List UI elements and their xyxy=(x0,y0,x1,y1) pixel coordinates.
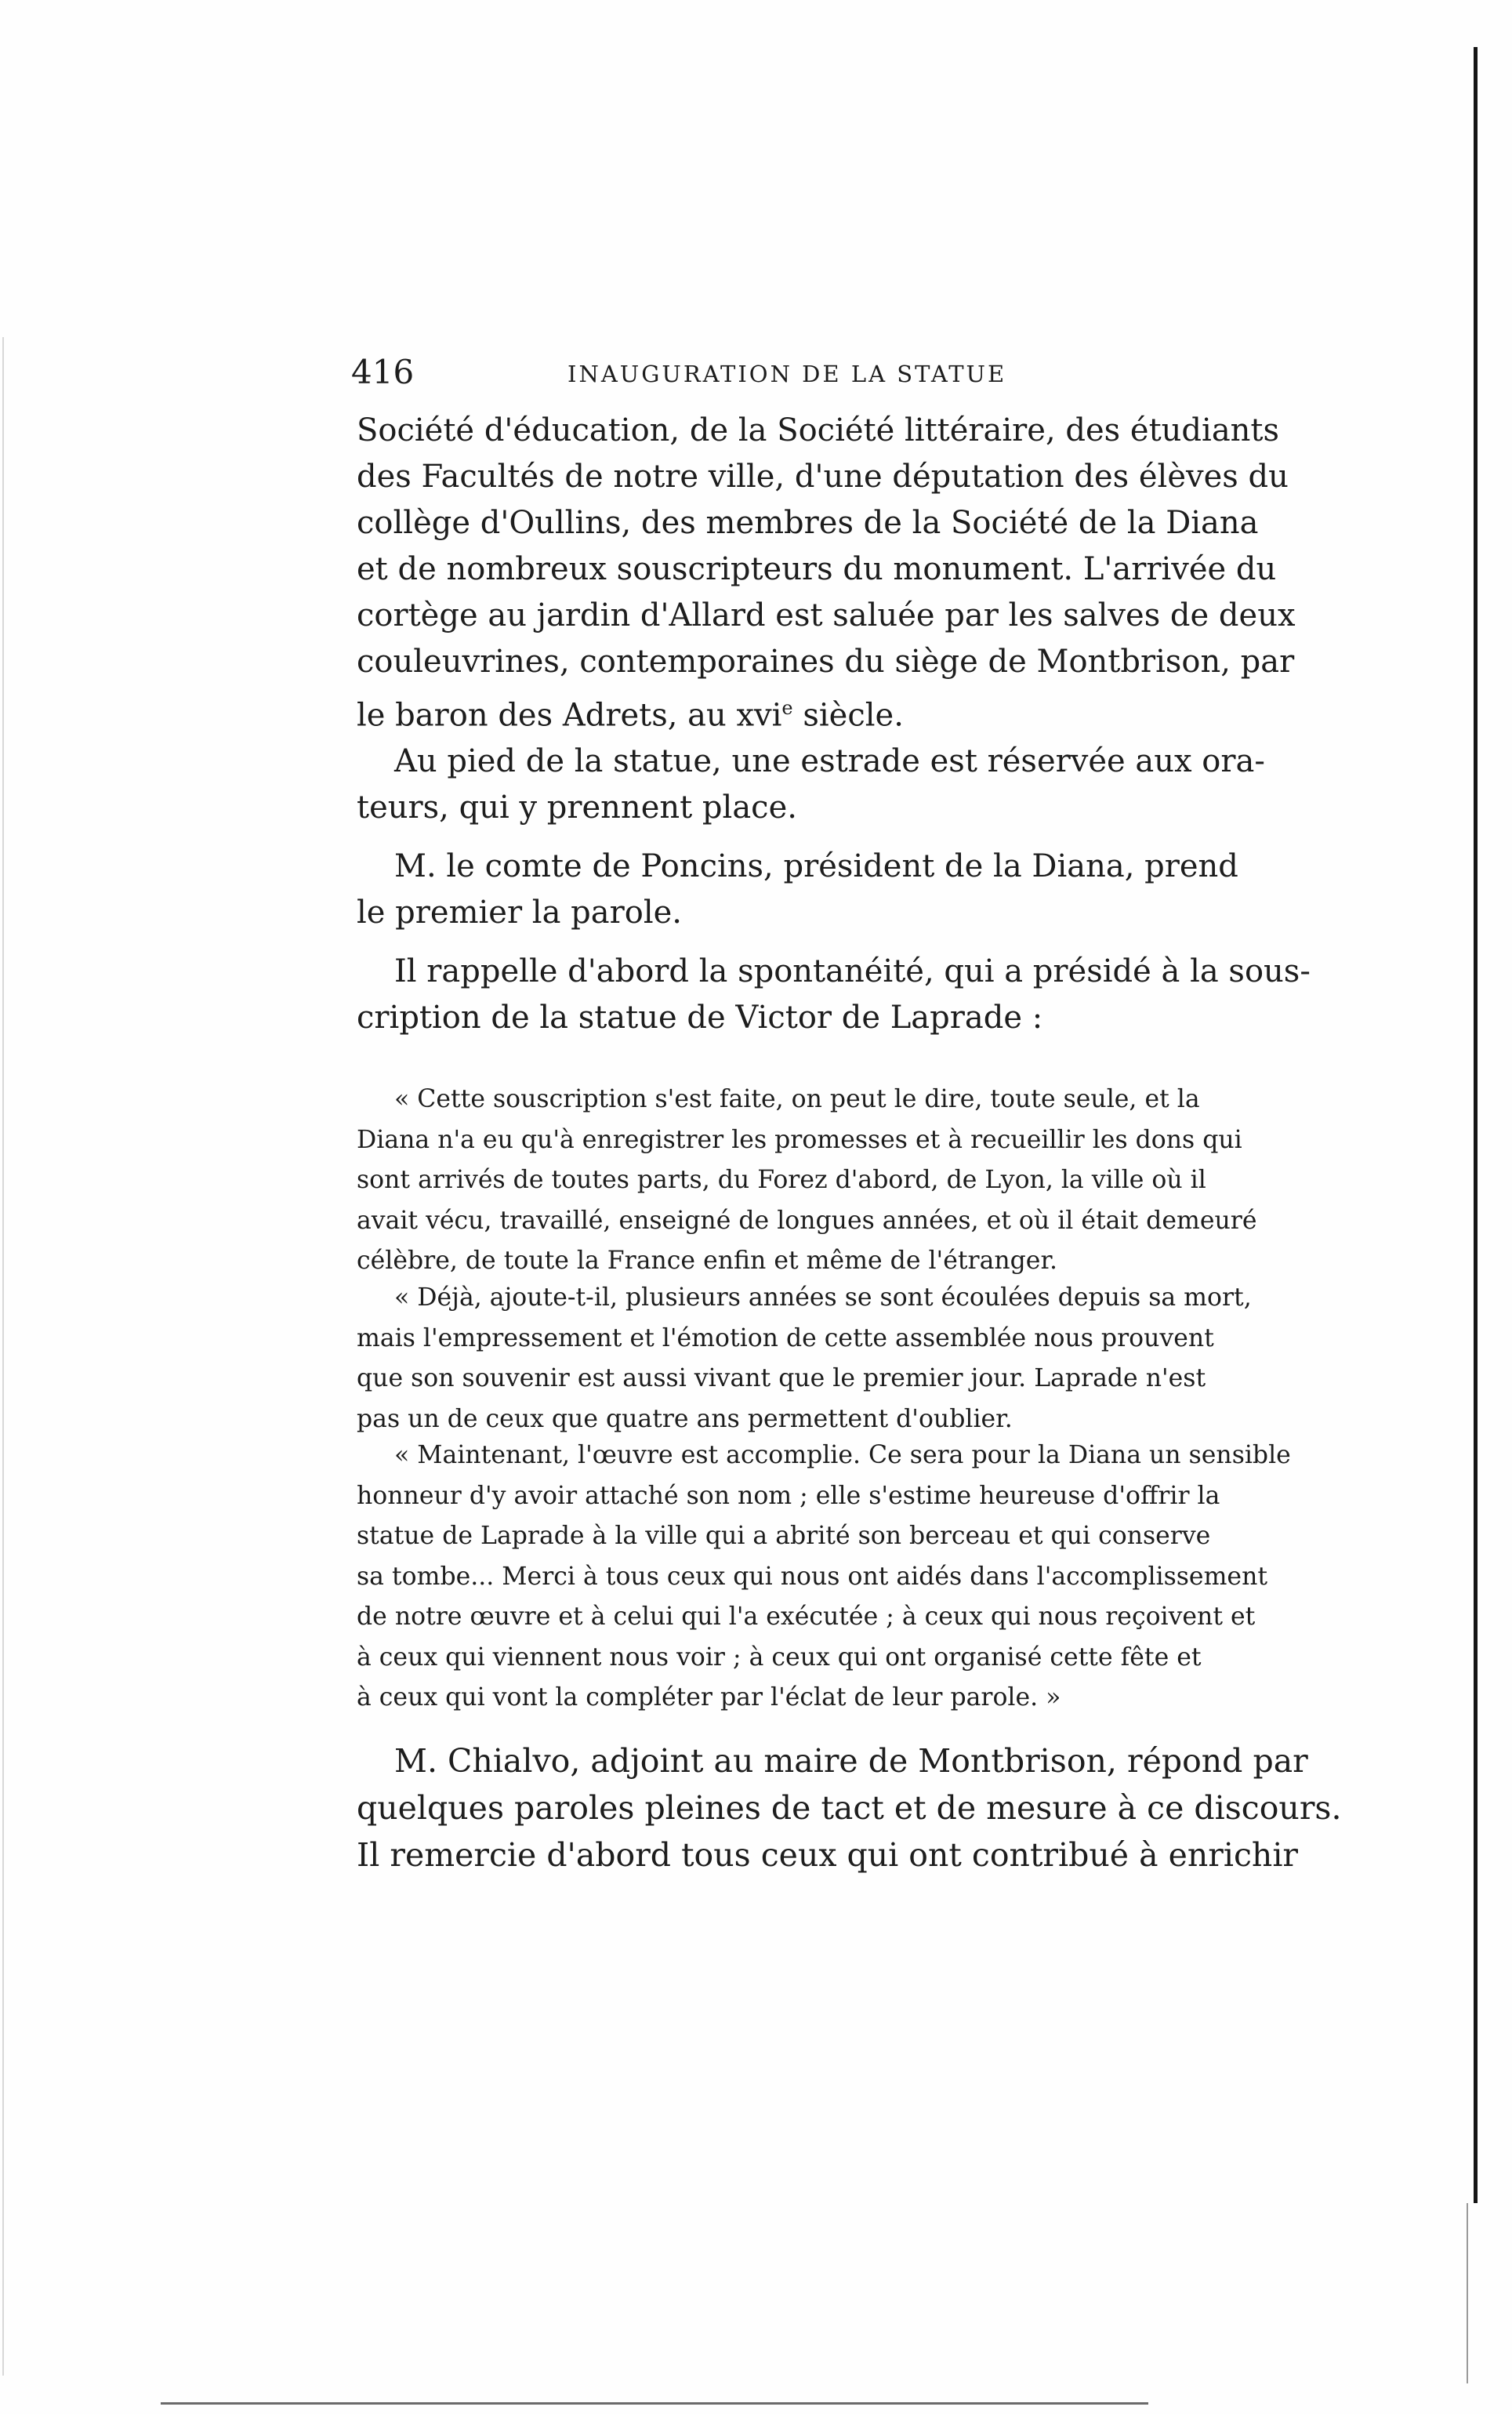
text-line: teurs, qui y prennent place. xyxy=(357,790,797,826)
quote-line: mais l'empressement et l'émotion de cette assemblée nous prouvent xyxy=(357,1323,1214,1352)
text-line: quelques paroles pleines de tact et de mesure à ce discours. xyxy=(357,1789,1342,1827)
superscript: e xyxy=(781,697,793,719)
quote-line: « Déjà, ajoute-t-il, plusieurs années se sont écoulées depuis sa mort, xyxy=(394,1283,1252,1312)
quote-line: à ceux qui vont la compléter par l'éclat de leur parole. » xyxy=(357,1683,1061,1712)
text-line: Il rappelle d'abord la spontanéité, qui a présidé à la sous- xyxy=(394,953,1311,989)
text-line: des Facultés de notre ville, d'une députation des élèves du xyxy=(357,459,1289,495)
quote-3 xyxy=(357,1436,1291,1719)
quote-line: honneur d'y avoir attaché son nom ; elle s'estime heureuse d'offrir la xyxy=(357,1481,1220,1510)
page-header xyxy=(351,349,1198,396)
scan-binding-edge xyxy=(1474,47,1478,2203)
scan-binding-edge-lower xyxy=(1467,2203,1468,2383)
page-number: 416 xyxy=(351,353,415,391)
text-line: cription de la statue de Victor de Laprade : xyxy=(357,1000,1043,1036)
text-line: M. Chialvo, adjoint au maire de Montbrison, répond par xyxy=(394,1742,1308,1780)
quote-line: avait vécu, travaillé, enseigné de longues années, et où il était demeuré xyxy=(357,1206,1257,1235)
text-line: cortège au jardin d'Allard est saluée par les salves de deux xyxy=(357,597,1296,633)
quote-line: à ceux qui viennent nous voir ; à ceux qui ont organisé cette fête et xyxy=(357,1643,1202,1672)
quote-line: de notre œuvre et à celui qui l'a exécutée ; à ceux qui nous reçoivent et xyxy=(357,1603,1256,1631)
quote-line: célèbre, de toute la France enfin et même de l'étranger. xyxy=(357,1247,1058,1275)
quote-line: Diana n'a eu qu'à enregistrer les promesses et à recueillir les dons qui xyxy=(357,1125,1242,1154)
quote-line: sa tombe... Merci à tous ceux qui nous ont aidés dans l'accomplissement xyxy=(357,1562,1268,1591)
running-title: INAUGURATION DE LA STATUE xyxy=(567,361,1007,387)
text-line: Au pied de la statue, une estrade est réservée aux ora- xyxy=(394,743,1265,779)
text-line xyxy=(357,685,1195,739)
paragraph-4 xyxy=(357,949,1311,1041)
text-line: le premier la parole. xyxy=(357,895,682,931)
quote-2 xyxy=(357,1278,1252,1439)
text-line: et de nombreux souscripteurs du monument. L'arrivée du xyxy=(357,551,1277,587)
paragraph-2 xyxy=(357,739,1265,831)
paragraph-5 xyxy=(357,1737,1342,1879)
scan-bottom-edge xyxy=(161,2402,1148,2405)
quote-line: que son souvenir est aussi vivant que le premier jour. Laprade n'est xyxy=(357,1364,1206,1392)
quote-1 xyxy=(357,1080,1257,1282)
paragraph-3 xyxy=(357,844,1238,936)
scan-left-edge xyxy=(2,337,4,2376)
text-line: couleuvrines, contemporaines du siège de Montbrison, par xyxy=(357,644,1295,680)
quote-line: sont arrivés de toutes parts, du Forez d'abord, de Lyon, la ville où il xyxy=(357,1166,1206,1194)
quote-line: pas un de ceux que quatre ans permettent d'oublier. xyxy=(357,1404,1013,1433)
text-fragment: siècle. xyxy=(792,697,904,734)
text-line: collège d'Oullins, des membres de la Société de la Diana xyxy=(357,505,1259,541)
quote-line: « Maintenant, l'œuvre est accomplie. Ce sera pour la Diana un sensible xyxy=(394,1441,1291,1469)
quote-line: « Cette souscription s'est faite, on peut le dire, toute seule, et la xyxy=(394,1085,1200,1113)
text-line: Il remercie d'abord tous ceux qui ont contribué à enrichir xyxy=(357,1836,1299,1874)
quote-line: statue de Laprade à la ville qui a abrité son berceau et qui conserve xyxy=(357,1522,1211,1550)
paragraph-1 xyxy=(357,408,1296,739)
text-fragment: le baron des Adrets, au xvi xyxy=(357,697,782,734)
text-line: Société d'éducation, de la Société littéraire, des étudiants xyxy=(357,412,1280,448)
text-line: M. le comte de Poncins, président de la Diana, prend xyxy=(394,848,1238,884)
